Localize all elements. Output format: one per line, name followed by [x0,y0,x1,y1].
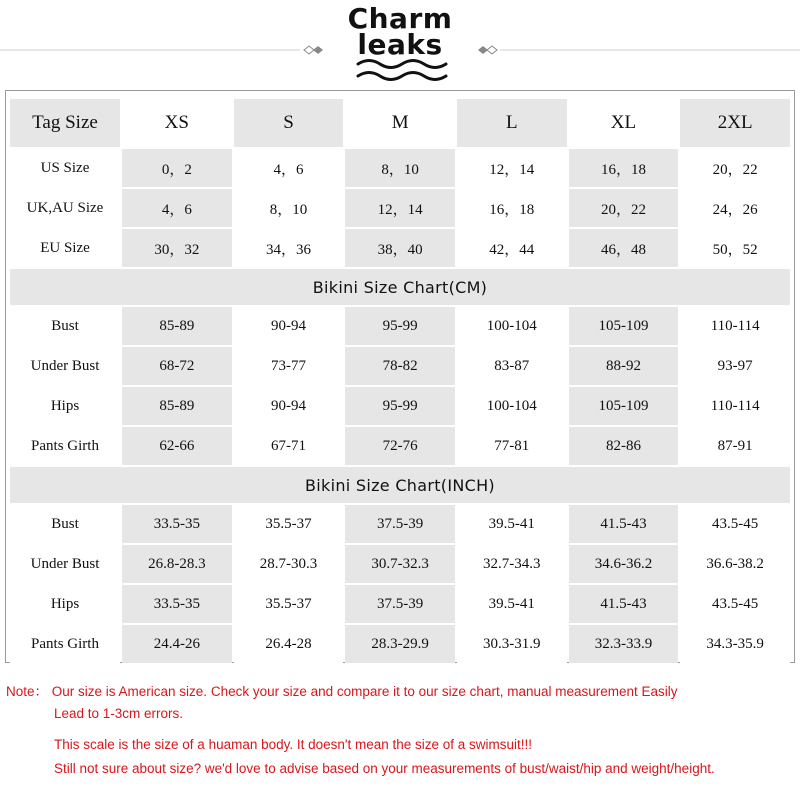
table-cell: 30，32 [122,229,232,267]
table-cell: 12，14 [457,149,567,187]
table-cell: 73-77 [234,347,344,385]
table-cell: 26.8-28.3 [122,545,232,583]
header-cell: Tag Size [10,99,120,147]
table-row [10,545,790,583]
table-cell: 77-81 [457,427,567,465]
table-cell: 41.5-43 [569,505,679,543]
table-cell: 37.5-39 [345,585,455,623]
table-cell: 46，48 [569,229,679,267]
size-table [8,97,792,665]
table-row [10,585,790,623]
table-cell: 67-71 [234,427,344,465]
header-cell: 2XL [680,99,790,147]
table-row [10,189,790,227]
table-cell: 50，52 [680,229,790,267]
table-cell: 35.5-37 [234,585,344,623]
table-cell: 95-99 [345,307,455,345]
row-label: Hips [10,585,120,623]
row-label: US Size [10,149,120,187]
note-line-2: Lead to 1-3cm errors. [54,706,184,721]
table-row [10,427,790,465]
table-cell: 85-89 [122,307,232,345]
table-cell: 90-94 [234,307,344,345]
note-line-4: Still not sure about size? we'd love to advise based on your measurements of bust/waist/hip and weight/height. [54,761,715,776]
size-chart [5,90,795,663]
table-row [10,347,790,385]
table-row [10,149,790,187]
table-cell: 33.5-35 [122,505,232,543]
row-label: Pants Girth [10,427,120,465]
table-cell: 0，2 [122,149,232,187]
note-line-1: Note： Our size is American size. Check your size and compare it to our size chart, manual measurement Easily [6,684,678,699]
table-cell: 100-104 [457,387,567,425]
table-cell: 8，10 [345,149,455,187]
table-cell: 105-109 [569,387,679,425]
table-cell: 72-76 [345,427,455,465]
table-cell: 34，36 [234,229,344,267]
table-row [10,229,790,267]
table-cell: 24.4-26 [122,625,232,663]
section-header-inch [10,467,790,503]
table-cell: 100-104 [457,307,567,345]
table-cell: 95-99 [345,387,455,425]
table-cell: 20，22 [569,189,679,227]
table-cell: 36.6-38.2 [680,545,790,583]
header-cell: XS [122,99,232,147]
table-row [10,505,790,543]
row-label: Bust [10,307,120,345]
table-cell: 105-109 [569,307,679,345]
table-cell: 16，18 [569,149,679,187]
header-cell: S [234,99,344,147]
table-cell: 110-114 [680,307,790,345]
table-cell: 35.5-37 [234,505,344,543]
table-cell: 39.5-41 [457,585,567,623]
row-label: Hips [10,387,120,425]
section-header-cm [10,269,790,305]
brand-logo [0,0,800,90]
table-cell: 4，6 [122,189,232,227]
table-cell: 87-91 [680,427,790,465]
table-cell: 110-114 [680,387,790,425]
table-cell: 8，10 [234,189,344,227]
table-cell: 62-66 [122,427,232,465]
row-label: Bust [10,505,120,543]
table-cell: 30.3-31.9 [457,625,567,663]
table-cell: 4，6 [234,149,344,187]
row-label: Under Bust [10,347,120,385]
table-cell: 68-72 [122,347,232,385]
table-cell: 82-86 [569,427,679,465]
section-title: Bikini Size Chart(CM) [10,269,790,305]
header-cell: L [457,99,567,147]
table-cell: 39.5-41 [457,505,567,543]
table-cell: 28.3-29.9 [345,625,455,663]
table-cell: 32.7-34.3 [457,545,567,583]
table-cell: 24，26 [680,189,790,227]
table-cell: 30.7-32.3 [345,545,455,583]
table-row [10,387,790,425]
table-cell: 43.5-45 [680,505,790,543]
header-cell: M [345,99,455,147]
table-row [10,625,790,663]
table-cell: 38，40 [345,229,455,267]
table-cell: 37.5-39 [345,505,455,543]
row-label: UK,AU Size [10,189,120,227]
row-label: EU Size [10,229,120,267]
table-cell: 34.6-36.2 [569,545,679,583]
table-cell: 41.5-43 [569,585,679,623]
table-cell: 90-94 [234,387,344,425]
table-cell: 93-97 [680,347,790,385]
table-cell: 85-89 [122,387,232,425]
table-cell: 26.4-28 [234,625,344,663]
table-cell: 32.3-33.9 [569,625,679,663]
table-cell: 78-82 [345,347,455,385]
table-cell: 12，14 [345,189,455,227]
table-cell: 33.5-35 [122,585,232,623]
table-cell: 34.3-35.9 [680,625,790,663]
note-line-3: This scale is the size of a huaman body. It doesn't mean the size of a swimsuit!!! [54,737,533,752]
table-row [10,307,790,345]
table-cell: 28.7-30.3 [234,545,344,583]
table-cell: 16，18 [457,189,567,227]
table-cell: 42，44 [457,229,567,267]
row-label: Under Bust [10,545,120,583]
header-cell: XL [569,99,679,147]
table-cell: 20，22 [680,149,790,187]
row-label: Pants Girth [10,625,120,663]
logo-text-line2: leaks [357,28,443,61]
logo-text-line1: Charm [347,2,453,35]
table-cell: 43.5-45 [680,585,790,623]
table-header-row [10,99,790,147]
table-cell: 83-87 [457,347,567,385]
section-title: Bikini Size Chart(INCH) [10,467,790,503]
table-cell: 88-92 [569,347,679,385]
